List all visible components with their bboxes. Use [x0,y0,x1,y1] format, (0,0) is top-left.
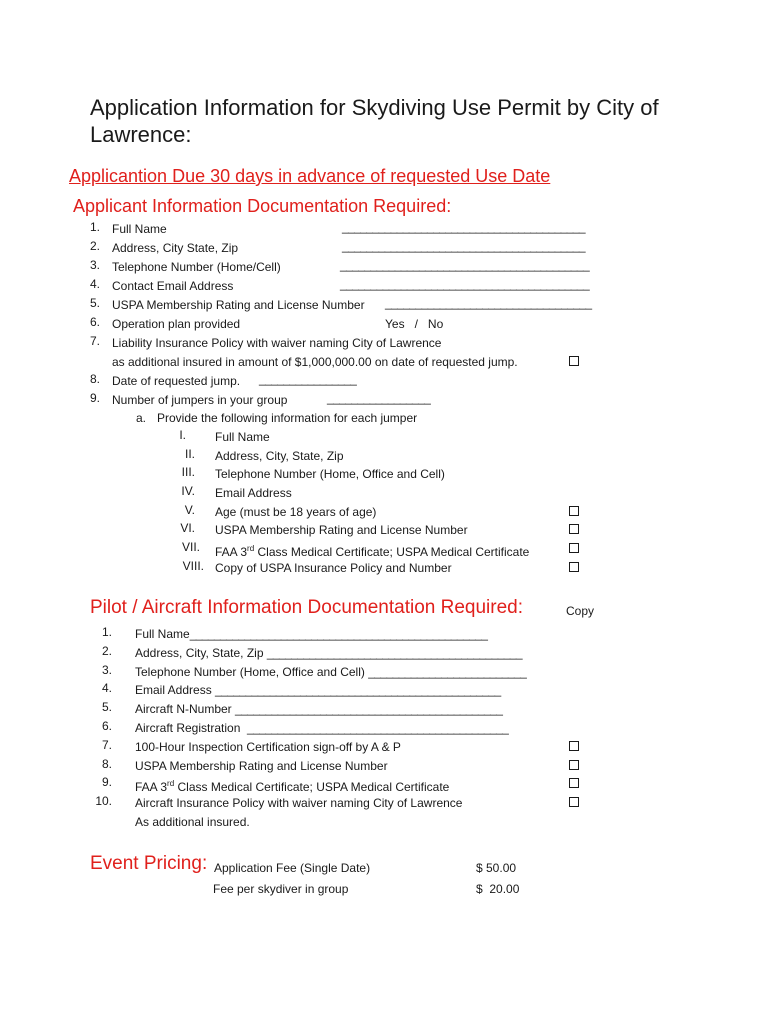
list-item-label: Contact Email Address [112,279,234,293]
roman-number: I. [179,428,186,442]
jumper-item-label: Telephone Number (Home, Office and Cell) [215,467,445,481]
roman-number: IV. [181,484,195,498]
list-item-label-continued: as additional insured in amount of $1,000,000.00 on date of requested jump. [112,355,518,369]
list-number: 2. [89,239,100,253]
list-number: 6. [89,315,100,329]
checkbox[interactable] [569,760,579,770]
copy-column-label: Copy [566,604,595,618]
label-text: Address, City, State, Zip [135,646,264,660]
jumper-item-label: Email Address [215,486,292,500]
pilot-item-label: Aircraft Insurance Policy with waiver naming City of Lawrence [135,796,463,810]
jumper-item-label: Address, City, State, Zip [215,449,344,463]
list-number: 5. [101,700,112,714]
label-text: FAA 3 [215,545,248,559]
checkbox[interactable] [569,356,579,366]
label-text: Aircraft N-Number [135,702,232,716]
list-item-label: Date of requested jump. [112,374,241,388]
label-text: Aircraft Registration [135,721,241,735]
label-text: Telephone Number (Home, Office and Cell) [135,665,365,679]
jumper-item-label: Age (must be 18 years of age) [215,505,377,519]
input-line-email[interactable]: _________________________________________ [340,277,590,291]
checkbox[interactable] [569,797,579,807]
list-number: 3. [101,663,112,677]
label-text: FAA 3 [135,780,168,794]
pilot-item-label: USPA Membership Rating and License Number [135,759,388,773]
roman-number: III. [181,465,195,479]
input-line-jump-date[interactable]: ________________ [259,372,357,386]
label-text: Full Name [135,627,190,641]
checkbox[interactable] [569,506,579,516]
pilot-item-label [135,700,502,718]
jumper-item-label: Copy of USPA Insurance Policy and Number [215,561,452,575]
list-number: 7. [89,334,100,348]
pilot-item-label [135,681,501,699]
list-item-label: USPA Membership Rating and License Number [112,298,365,312]
pilot-item-label [135,644,522,662]
input-line-n-number[interactable]: ____________________________________________ [235,702,503,716]
list-number: 4. [101,681,112,695]
input-line-pilot-address[interactable]: __________________________________________ [266,646,522,660]
label-text: Class Medical Certificate; USPA Medical Certificate [254,545,530,559]
list-item-label: Full Name [112,222,167,236]
pilot-heading: Pilot / Aircraft Information Documentation Required: [90,597,523,618]
roman-number: VIII. [182,559,204,573]
input-line-pilot-email[interactable]: _______________________________________________ [215,683,501,697]
input-line-registration[interactable]: ___________________________________________ [247,721,509,735]
roman-number: VI. [180,521,195,535]
list-item-label: Number of jumpers in your group [112,393,288,407]
list-item-label: Liability Insurance Policy with waiver naming City of Lawrence [112,336,442,350]
list-item-label: Address, City State, Zip [112,241,239,255]
checkbox[interactable] [569,562,579,572]
checkbox[interactable] [569,524,579,534]
list-number: 4. [89,277,100,291]
input-line-uspa[interactable]: __________________________________ [385,296,592,310]
input-line-full-name[interactable]: ________________________________________ [342,220,585,234]
list-number: 5. [89,296,100,310]
pricing-label: Application Fee (Single Date) [214,861,371,875]
roman-number: VII. [181,540,200,554]
roman-number: II. [184,447,195,461]
due-notice: Applicantion Due 30 days in advance of requested Use Date [69,166,551,186]
jumper-item-label [215,540,529,561]
page-title: Application Information for Skydiving Use Permit by City of Lawrence: [90,95,659,147]
pricing-amount: $ 20.00 [476,882,520,896]
pilot-item-label [135,663,526,681]
superscript: rd [167,779,175,788]
pricing-amount: $ 50.00 [476,861,517,875]
yes-no-option[interactable]: Yes / No [385,317,444,331]
list-number: 6. [101,719,112,733]
list-number: 1. [89,220,100,234]
label-text: Email Address [135,683,212,697]
pilot-item-label-continued: As additional insured. [135,815,250,829]
event-pricing-heading: Event Pricing: [90,853,208,874]
checkbox[interactable] [569,778,579,788]
roman-number: V. [184,503,195,517]
sub-list-letter: a. [136,411,147,425]
list-number: 8. [101,757,112,771]
input-line-address[interactable]: ________________________________________ [342,239,585,253]
list-number: 10. [95,794,112,808]
input-line-pilot-name[interactable]: _________________________________________________ [189,627,488,641]
superscript: rd [247,544,255,553]
pilot-item-label: 100-Hour Inspection Certification sign-off by A & P [135,740,401,754]
list-number: 9. [89,391,100,405]
list-number: 7. [101,738,112,752]
input-line-jumper-count[interactable]: _________________ [327,391,431,405]
checkbox[interactable] [569,741,579,751]
jumper-item-label: USPA Membership Rating and License Number [215,523,468,537]
list-number: 9. [101,775,112,789]
list-number: 1. [101,625,112,639]
applicant-heading: Applicant Information Documentation Required: [73,196,452,216]
list-item-label: Telephone Number (Home/Cell) [112,260,281,274]
input-line-pilot-phone[interactable]: __________________________ [368,665,527,679]
pilot-item-label [135,719,508,737]
list-item-label: Operation plan provided [112,317,241,331]
list-number: 8. [89,372,100,386]
label-text: Class Medical Certificate; USPA Medical Certificate [174,780,450,794]
input-line-telephone[interactable]: _________________________________________ [340,258,590,272]
pilot-item-label [135,775,449,796]
checkbox[interactable] [569,543,579,553]
list-number: 3. [89,258,100,272]
jumper-item-label: Full Name [215,430,270,444]
pricing-label: Fee per skydiver in group [213,882,349,896]
sub-list-label: Provide the following information for each jumper [157,411,418,425]
pilot-item-label [135,625,487,643]
list-number: 2. [101,644,112,658]
